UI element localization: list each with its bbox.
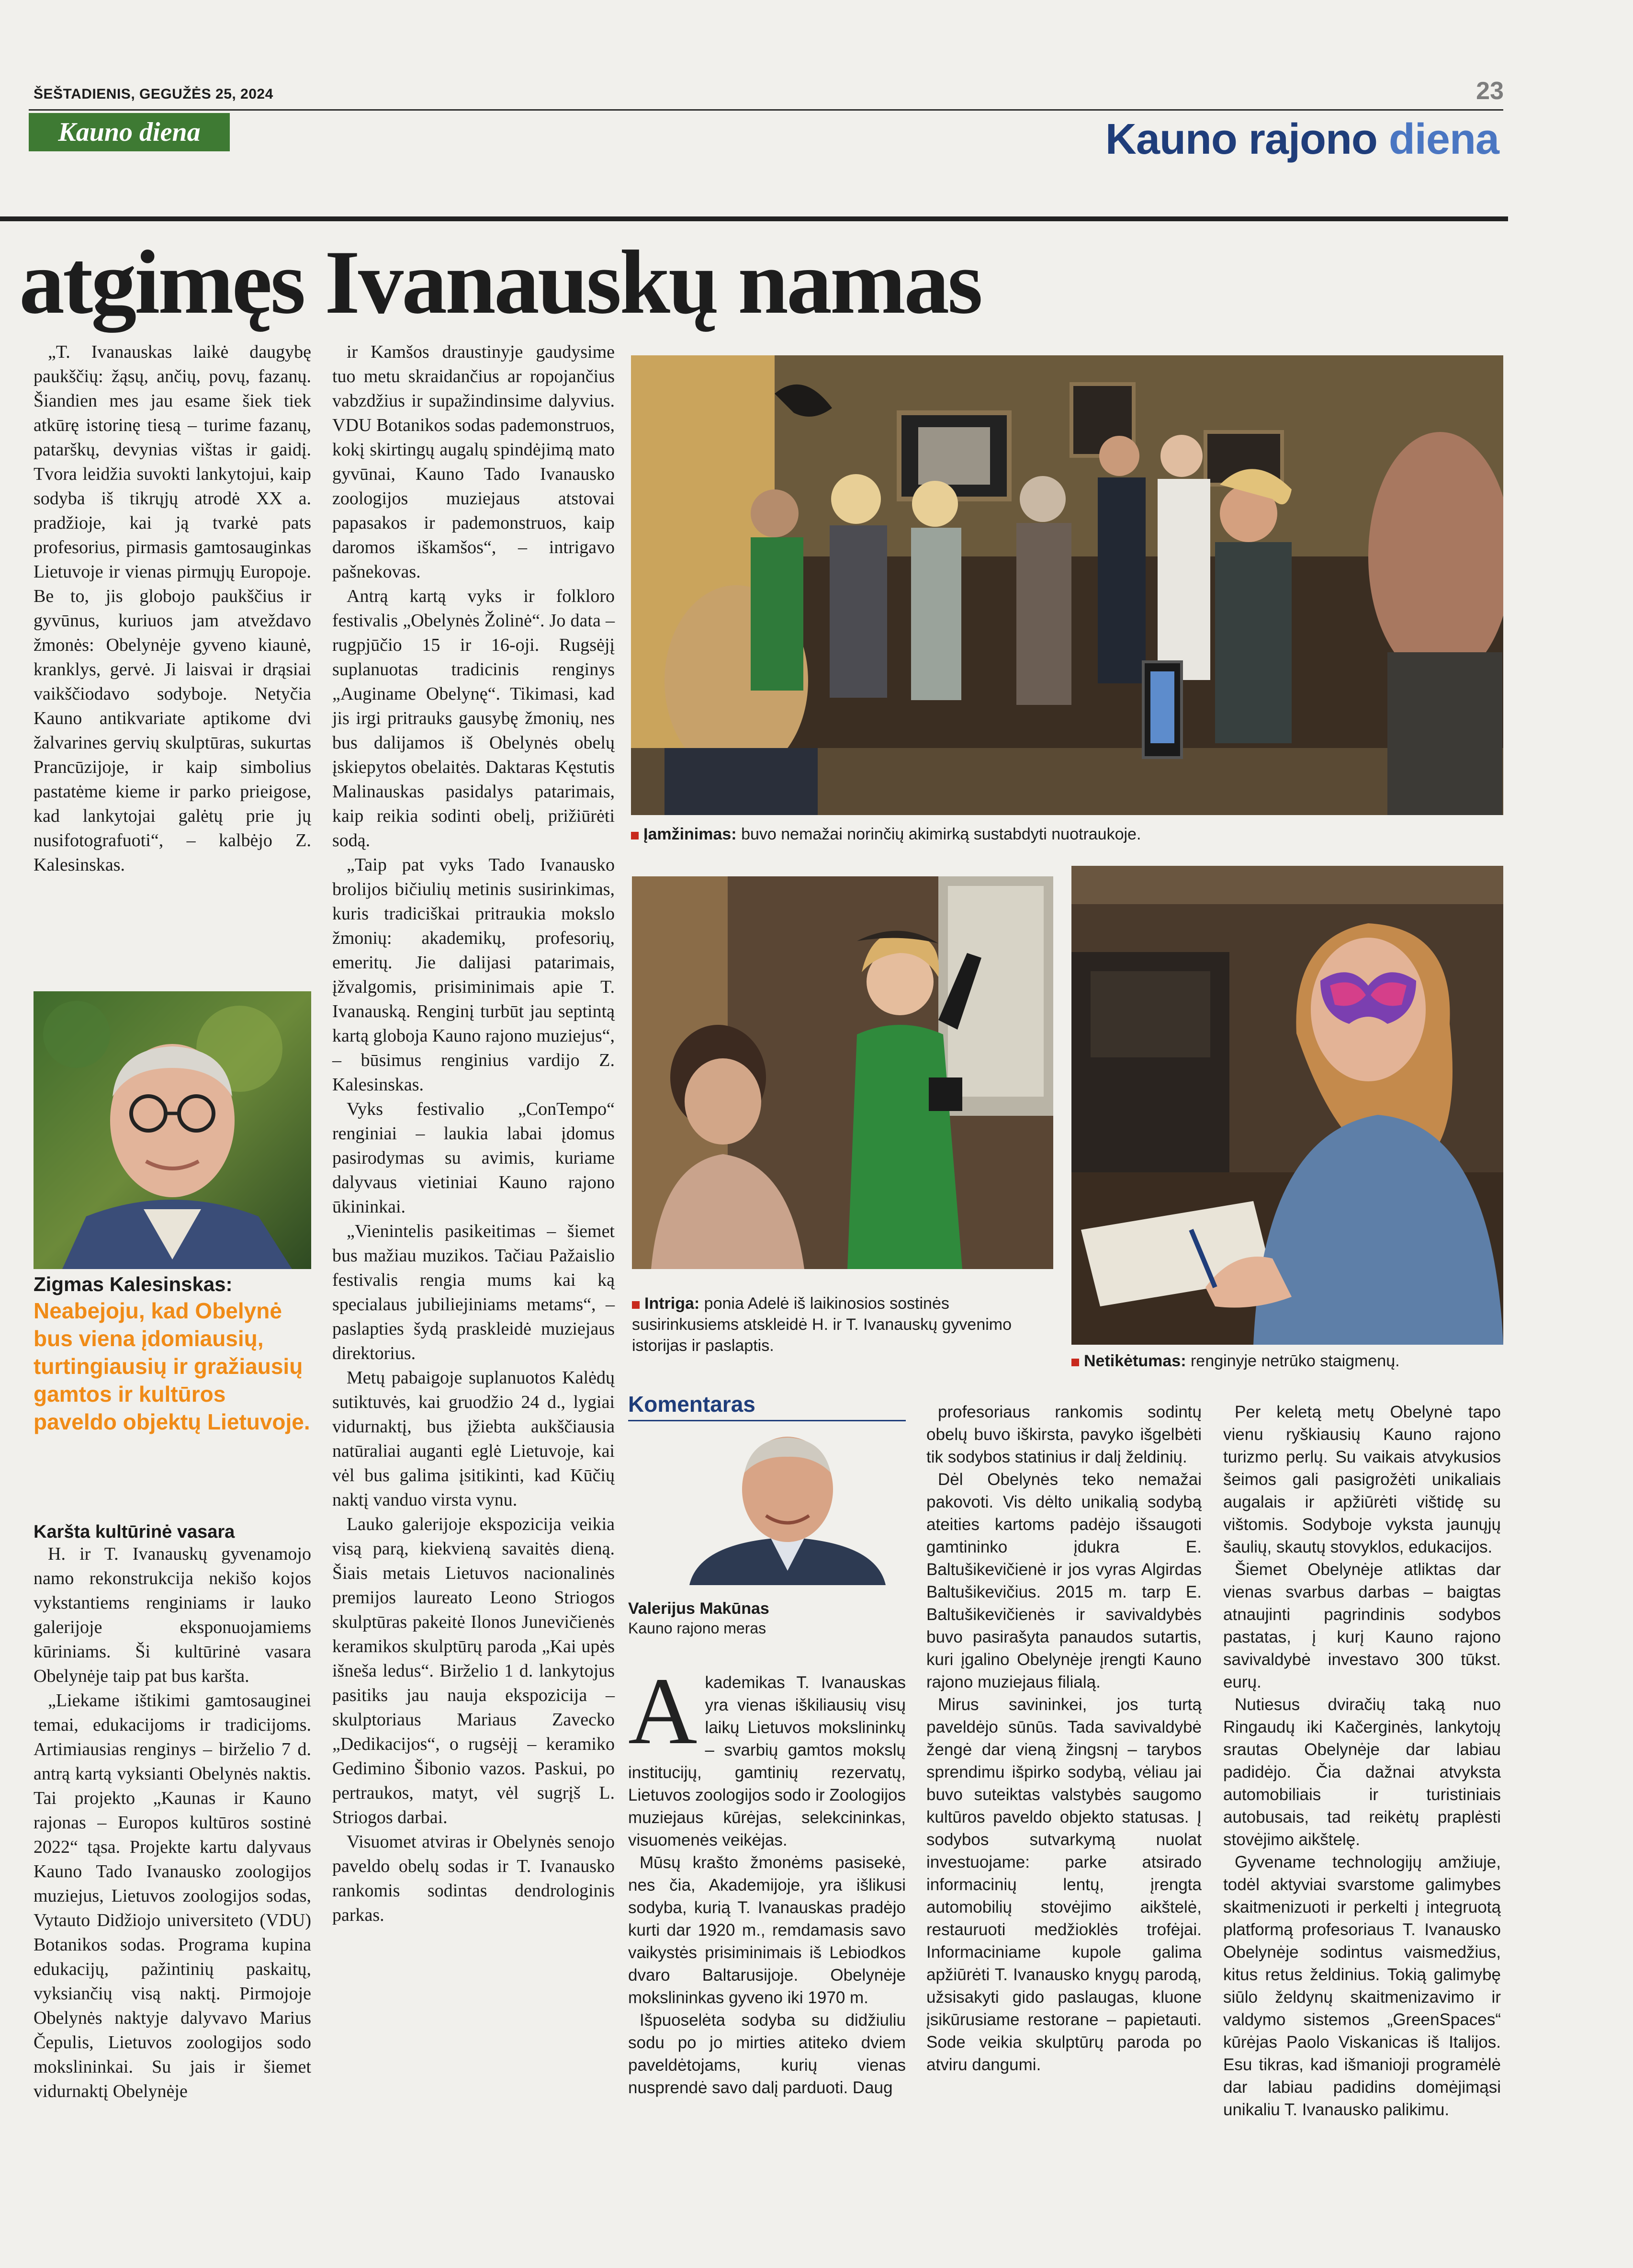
commentary-column-2 — [926, 1401, 1202, 2076]
top-rule — [0, 216, 1508, 221]
commentary-rule — [628, 1420, 906, 1421]
paragraph: H. ir T. Ivanauskų gyvenamojo namo rekonstrukcija nekišo kojos vykstantiems renginiams ir lauko galerijoje eksponuojamiems kūriniams. Ši kultūrinė vasara Obelynėje taip pat bus karšta. — [34, 1544, 311, 1686]
paragraph: Mūsų krašto žmonėms pasisekė, nes čia, Akademijoje, yra išlikusi sodyba, kurią T. Ivanauskas pradėjo kurti dar 1920 m., remdamasis savo vaikystės prisiminimais iš Lebiodkos dvaro Baltarusijoje. Obelynėje mokslininkas gyveno iki 1970 m. — [628, 1853, 906, 2007]
paragraph: Nutiesus dviračių taką nuo Ringaudų iki Kačerginės, lankytojų srautas Obelynėje dar labiau padidėjo. Čia dažnai atvyksta automobiliais ir turistiniais autobusais, tad reikėtų praplėsti stovėjimo aikštelę. — [1223, 1695, 1501, 1849]
caption-label: Įamžinimas: — [643, 825, 737, 843]
guide-costume-photo — [632, 876, 1053, 1269]
brand-accent: diena — [1388, 115, 1499, 163]
paragraph: „Taip pat vyks Tado Ivanausko brolijos bičiulių metinis susirinkimas, kuris tradiciškai pritraukia mokslo žmonių: akademikų, profesorių, emeritų. Jie dalijasi patarimais, įžvalgomis, prisiminimais apie T. Ivanauską. Renginį turbūt jau septintą kartą globoja Kauno rajono muziejus“, – būsimus renginius vardijo Z. Kalesinskas. — [332, 855, 615, 1095]
caption-intrigue — [632, 1293, 1053, 1356]
paragraph: Antrą kartą vyks ir folkloro festivalis „Obelynės Žolinė“. Jo data – rugpjūčio 15 ir 16-oji. Rugsėjį suplanuotas tradicinis renginys „Auginame Obelynę“. Tikimasi, kad jis irgi pritrauks gausybę žmonių, nes bus dalijamos iš Obelynės obelų įskiepytos obelaitės. Daktaras Kęstutis Malinauskas pasidalys patarimais, kaip reikia sodinti obelį, prižiūrėti sodą. — [332, 586, 615, 850]
paragraph: „Vienintelis pasikeitimas – šiemet bus mažiau muzikos. Tačiau Pažaislio festivalis rengia mums kai ką specialaus jubiliejiniams metams“, – paslapties šydą praskleidė muziejaus direktorius. — [332, 1221, 615, 1363]
paragraph: „Liekame ištikimi gamtosauginei temai, edukacijoms ir tradicijoms. Artimiausias renginys – birželio 7 d. antrą kartą vyksianti Obelynės naktis. Tai projekto „Kaunas ir Kauno rajonas – Europos kultūros sostinė 2022“ tąsa. Projekte kartu dalyvaus Kauno Tado Ivanausko zoologijos muziejus, Lietuvos zoologijos sodas, Vytauto Didžiojo universiteto (VDU) Botanikos sodas. Programa kupina edukacijų, pažintinių paskaitų, vyksiančių visą naktį. Pirmojoje Obelynės naktyje dalyvavo Marius Čepulis, Lietuvos zoologijos sodo mokslininkai. Su jais ir šiemet vidurnaktį Obelynėje — [34, 1690, 311, 2101]
article-column-2 — [332, 340, 615, 1928]
paragraph: Išpuoselėta sodyba su didžiuliu sodu po jo mirties atiteko dviem paveldėtojams, kurių vienas nusprendė savo dalį parduoti. Daug — [628, 2011, 906, 2097]
commentary-author-role: Kauno rajono meras — [628, 1620, 766, 1637]
commentary-column-1 — [628, 1658, 906, 2099]
caption-marker — [631, 832, 639, 839]
caption-text: buvo nemažai norinčių akimirką sustabdyti nuotraukoje. — [741, 825, 1141, 843]
brand-main: Kauno rajono — [1105, 115, 1377, 163]
paragraph: Lauko galerijoje ekspozicija veikia visą parą, kiekvieną savaitės dieną. Šiais metais Lietuvos nacionalinės premijos laureato Leono Striogos skulptūras pakeitė Ilonos Junevičienės keramikos skulptūrų paroda „Kai upės išneša ledus“. Birželio 1 d. lankytojus pasitiks jau nauja ekspozicija – skulptoriaus Mariaus Zavecko „Dedikacijos“, o rugsėjį – keramiko Gedimino Šibonio vazos. Paskui, po pertraukos, matyt, vėl sugrįš L. Striogos darbai. — [332, 1514, 615, 1827]
header-rule — [29, 109, 1503, 111]
paragraph: Per keletą metų Obelynė tapo vienu ryškiausių Kauno rajono turizmo perlų. Su vaikais atvykusios šeimos gali pasigrožėti unikaliais augalais ir apžiūrėti vištidę su vištomis. Sodyboje vyksta jaunųjų šaulių, skautų stovyklos, edukacijos. — [1223, 1403, 1501, 1556]
subheading: Karšta kultūrinė vasara — [34, 1522, 235, 1542]
paragraph: Metų pabaigoje suplanuotos Kalėdų sutiktuvės, kai gruodžio 24 d., lygiai vidurnaktį, bus įžiebta aukščiausia natūraliai auganti eglė Lietuvoje, kai vėl bus galima įsitikinti, kad Kūčių naktį vanduo virsta vynu. — [332, 1368, 615, 1510]
dropcap: A — [628, 1658, 698, 1764]
article-column-1b — [34, 1542, 311, 2104]
caption-marker — [632, 1301, 640, 1309]
brand-logo — [1105, 115, 1499, 164]
article-column-1 — [34, 340, 311, 877]
paragraph: Gyvename technologijų amžiuje, todėl aktyviai svarstome galimybes skaitmenizuoti ir perkelti į integruotą platformą profesoriaus T. Ivanausko Obelynėje sodintus vaismedžius, kitus retus želdinius. Tokią galimybę siūlo želdynų skaitmenizavimo ir valdymo sistemos „GreenSpaces“ kūrėjas Paolo Viskanicas iš Italijos. Esu tikras, kad išmanioji programėlė dar labiau padidins domėjimąsi unikaliu T. Ivanausko palikimu. — [1223, 1853, 1501, 2119]
paragraph: profesoriaus rankomis sodintų obelų buvo iškirsta, pavyko išgelbėti tik sodybos statinius ir dalį želdinių. — [926, 1403, 1202, 1466]
quote-author: Zigmas Kalesinskas: — [34, 1273, 233, 1295]
tour-group-photo — [631, 355, 1503, 815]
mayor-portrait-photo — [670, 1427, 905, 1585]
paragraph: ir Kamšos draustinyje gaudysime tuo metu skraidančius ar ropojančius vabzdžius ir supažindinsime dalyvius. VDU Botanikos sodas pademonstruos, kokį skirtingų augalų spindėjimą mato gyvūnai, Kauno Tado Ivanausko zoologijos muziejaus atstovai papasakos ir pademonstruos, kaip daromos iškamšos“, – intrigavo pašnekovas. — [332, 342, 615, 582]
page-number: 23 — [1476, 77, 1504, 105]
paragraph: Vyks festivalio „ConTempo“ renginiai – laukia labai įdomus pasirodymas su avimis, kuriame dalyvaus vietiniai Kauno rajono ūkininkai. — [332, 1099, 615, 1217]
commentary-author: Valerijus Makūnas — [628, 1599, 769, 1618]
caption-label: Netikėtumas: — [1084, 1352, 1186, 1370]
caption-tour — [631, 824, 1502, 845]
paragraph: Šiemet Obelynėje atliktas dar vienas svarbus darbas – baigtas atnaujinti pagrindinis sodybos pastatas, į kurį Kauno rajono savivaldybė investavo 300 tūkst. eurų. — [1223, 1560, 1501, 1691]
caption-label: Intriga: — [644, 1294, 700, 1313]
paragraph: Mirus savininkei, jos turtą paveldėjo sūnūs. Tada savivaldybė žengė dar vieną žingsnį – tarybos sprendimu išpirko sodybą, vėliau jai buvo suteiktas valstybės saugomo kultūros paveldo objekto statusas. Į sodybos sutvarkymą nuolat investuojame: parke atsirado informacinių lentų, įrengta automobilių stovėjimo aikštelė, restauruoti medžioklės trofėjai. Informaciniame kupole galima apžiūrėti T. Ivanausko knygų parodą, užsisakyti gido paslaugas, kluone įsikūrusiame restorane – papietauti. Sode veikia skulptūrų paroda po atviru dangumi. — [926, 1695, 1202, 2074]
pull-quote: Neabejoju, kad Obelynė bus viena įdomiausių, turtingiausių ir gražiausių gamtos ir kultūros paveldo objektų Lietuvoje. — [34, 1298, 310, 1434]
caption-text: ponia Adelė iš laikinosios sostinės susirinkusiems atskleidė H. ir T. Ivanauskų gyvenimo istorijas ir paslaptis. — [632, 1294, 1012, 1355]
caption-marker — [1071, 1359, 1079, 1366]
paragraph: Dėl Obelynės teko nemažai pakovoti. Vis dėlto unikalią sodybą ateities kartoms padėjo išsaugoti gamtininko įdukra E. Baltušikevičienė ir jos vyras Algirdas Baltušikevičius. 2015 m. tarp E. Baltušikevičienės ir savivaldybės buvo pasirašyta panaudos sutartis, kuri įgalino Obelynėje įrengti Kauno rajono muziejaus filialą. — [926, 1470, 1202, 1691]
paragraph: kademikas T. Ivanauskas yra vienas iškiliausių visų laikų Lietuvos mokslininkų – svarbių gamtos mokslų institucijų, gamtinių rezervatų, Lietuvos zoologijos sodo ir Zoologijos muziejaus kūrėjas, selekcininkas, visuomenės veikėjas. — [628, 1673, 906, 1849]
caption-text: renginyje netrūko staigmenų. — [1190, 1352, 1400, 1370]
commentary-column-3 — [1223, 1401, 1501, 2121]
commentary-title: Komentaras — [628, 1392, 755, 1417]
portrait-photo — [34, 991, 311, 1269]
section-label: Kauno diena — [29, 113, 230, 151]
paragraph: Visuomet atviras ir Obelynės senojo paveldo obelų sodas ir T. Ivanausko rankomis sodintas dendrologinis parkas. — [332, 1832, 615, 1925]
issue-date: ŠEŠTADIENIS, GEGUŽĖS 25, 2024 — [34, 86, 273, 102]
headline: atgimęs Ivanauskų namas — [19, 232, 981, 333]
caption-surprise — [1071, 1350, 1502, 1372]
face-paint-photo — [1071, 866, 1503, 1345]
paragraph: „T. Ivanauskas laikė daugybę paukščių: žąsų, ančių, povų, fazanų. Šiandien mes jau esame šiek tiek atkūrę istorinę tiesą – turime fazanų, patarškų, devynias vištas ir gaidį. Tvora leidžia suvokti lankytojui, kaip sodyba iš tikrųjų atrodė XX a. pradžioje, kai ją tvarkė pats profesorius, pirmasis gamtosauginkas Lietuvoje ir vienas pirmųjų Europoje. Be to, jis globojo paukščius ir gyvūnus, kuriuos jam atveždavo žmonės: Obelynėje gyveno kiaunė, kranklys, gervė. Ji laisvai ir drąsiai vaikščiodavo sodyboje. Netyčia Kauno antikvariate aptikome dvi žalvarines gervių skulptūras, sukurtas Prancūzijoje, ir kaip simbolius pastatėme kieme ir parko prieigose, kad lankytojai galėtų prie jų nusifotografuoti“, – kalbėjo Z. Kalesinskas. — [34, 342, 311, 875]
